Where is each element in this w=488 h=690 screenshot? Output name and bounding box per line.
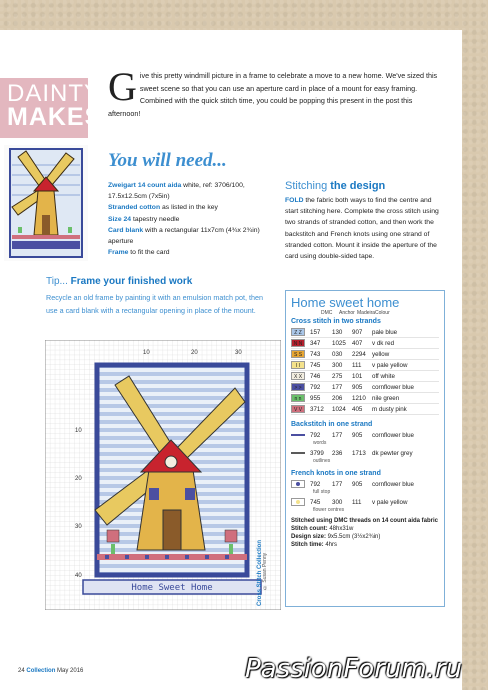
symbol-swatch: Z Z <box>291 328 305 336</box>
dmc-code: 792 <box>310 480 321 488</box>
french-knot-rows <box>286 479 444 513</box>
row-note: words <box>313 440 327 446</box>
anchor-code: 030 <box>332 350 343 358</box>
thread-key-panel <box>285 290 445 607</box>
key-row <box>291 382 439 393</box>
dmc-code: 347 <box>310 339 321 347</box>
materials-item: Frame to fit the card <box>108 249 170 257</box>
stitching-title: Stitching the design <box>285 180 386 192</box>
section-heading-line1: DAINTY <box>7 80 102 107</box>
colour-name: cornflower blue <box>372 480 414 488</box>
dmc-code: 746 <box>310 372 321 380</box>
dmc-code: 745 <box>310 361 321 369</box>
key-row <box>291 479 439 489</box>
anchor-code: 177 <box>332 383 343 391</box>
key-row <box>291 327 439 338</box>
colour-name: off white <box>372 372 395 380</box>
symbol-swatch: X X <box>291 372 305 380</box>
madeira-code: 2294 <box>352 350 366 358</box>
page-footer: 24 Collection May 2016 <box>18 668 84 674</box>
french-knot-section-title: French knots in one strand <box>291 470 381 477</box>
backstitch-swatch <box>291 434 305 436</box>
anchor-code: 177 <box>332 480 343 488</box>
key-row <box>291 371 439 382</box>
you-will-need-title: You will need... <box>108 150 227 171</box>
anchor-code: 236 <box>332 449 343 457</box>
finished-windmill-photo <box>4 145 88 261</box>
symbol-swatch: n n <box>291 394 305 402</box>
cross-stitch-chart <box>45 340 281 610</box>
chart-banner-text: Home Sweet Home <box>131 583 213 593</box>
dmc-code: 743 <box>310 350 321 358</box>
cross-stitch-section-title: Cross stitch in two strands <box>291 318 381 325</box>
madeira-code: 405 <box>352 405 363 413</box>
chart-top-tick: 20 <box>191 350 198 356</box>
symbol-swatch: S S <box>291 350 305 358</box>
colour-name: nile green <box>372 394 400 402</box>
colour-name: yellow <box>372 350 390 358</box>
symbol-swatch: N N <box>291 339 305 347</box>
colour-name: v pale yellow <box>372 498 408 506</box>
madeira-code: 1210 <box>352 394 366 402</box>
dmc-code: 3712 <box>310 405 324 413</box>
dmc-code: 745 <box>310 498 321 506</box>
anchor-code: 300 <box>332 361 343 369</box>
backstitch-swatch <box>291 452 305 454</box>
anchor-code: 1024 <box>332 405 346 413</box>
chart-left-tick: 20 <box>75 476 82 482</box>
colour-name: dk pewter grey <box>372 449 413 457</box>
row-note: full stop <box>313 489 331 495</box>
key-row <box>291 393 439 404</box>
key-row <box>291 430 439 440</box>
chart-left-tick: 40 <box>75 573 82 579</box>
materials-list <box>108 180 268 258</box>
madeira-code: 905 <box>352 480 363 488</box>
materials-item: Size 24 tapestry needle <box>108 215 180 223</box>
madeira-code: 905 <box>352 431 363 439</box>
key-row <box>291 448 439 458</box>
madeira-code: 101 <box>352 372 363 380</box>
madeira-code: 905 <box>352 383 363 391</box>
row-note: flower centres <box>313 507 345 513</box>
madeira-code: 111 <box>352 498 362 506</box>
colour-name: pale blue <box>372 328 398 336</box>
colour-name: v dk red <box>372 339 395 347</box>
row-note: outlines <box>313 458 331 464</box>
stitching-instructions: FOLD the fabric both ways to find the centre and start stitching here. Complete the cross stitch using two strands of stranded cotton, and then work the backstitch and French knots using one strand of stranded cotton. Mount it inside the aperture of the card using double-sided tape. <box>285 197 439 261</box>
materials-item: Zweigart 14 count aida white, ref: 3706/100, 17.5x12.5cm (7x5in) <box>108 182 245 201</box>
chart-logo: Cross Stitch Collection <box>257 539 263 606</box>
cross-stitch-rows <box>286 327 444 415</box>
stitch-notes: Stitched using DMC threads on 14 count aida fabric Stitch count: 48hx31w Design size: 9x5.5cm (3½x2¾in) Stitch time: 4hrs <box>291 518 439 548</box>
french-knot-swatch <box>291 480 305 488</box>
intro-text: ive this pretty windmill picture in a frame to celebrate a move to a new home. We've sized this sweet scene so that you can use an aperture card in place of a mount for easy framing. Combined with the quick stitch time, you could be popping this present in the post this afternoon! <box>108 71 438 118</box>
drop-cap: G <box>108 64 137 109</box>
tip-title: Tip... Frame your finished work <box>46 276 193 287</box>
key-row <box>291 349 439 360</box>
key-column-headers: DMC Anchor MadeiraColour <box>321 310 390 316</box>
backstitch-section-title: Backstitch in one strand <box>291 421 373 428</box>
dmc-code: 3799 <box>310 449 324 457</box>
symbol-swatch: > > <box>291 383 305 391</box>
chart-credit: © Susan Penny <box>262 552 268 590</box>
key-row <box>291 360 439 371</box>
section-heading-line2: MAKES <box>7 103 103 131</box>
anchor-code: 300 <box>332 498 343 506</box>
colour-name: cornflower blue <box>372 383 414 391</box>
anchor-code: 130 <box>332 328 343 336</box>
dmc-code: 157 <box>310 328 321 336</box>
chart-top-tick: 10 <box>143 350 150 356</box>
dmc-code: 955 <box>310 394 321 402</box>
symbol-swatch: V V <box>291 405 305 413</box>
colour-name: m dusty pink <box>372 405 407 413</box>
chart-top-tick: 30 <box>235 350 242 356</box>
symbol-swatch: I I <box>291 361 305 369</box>
watermark: PassionForum.ru <box>245 654 463 684</box>
dmc-code: 792 <box>310 383 321 391</box>
madeira-code: 111 <box>352 361 362 369</box>
materials-item: Stranded cotton as listed in the key <box>108 204 218 212</box>
madeira-code: 407 <box>352 339 363 347</box>
backstitch-rows <box>286 430 444 464</box>
materials-item: Card blank with a rectangular 11x7cm (4¾x 2¾in) aperture <box>108 226 260 246</box>
dmc-code: 792 <box>310 431 321 439</box>
anchor-code: 275 <box>332 372 343 380</box>
anchor-code: 1025 <box>332 339 346 347</box>
key-row <box>291 497 439 507</box>
key-title: Home sweet home <box>291 295 400 310</box>
anchor-code: 177 <box>332 431 343 439</box>
chart-left-tick: 10 <box>75 428 82 434</box>
french-knot-swatch <box>291 498 305 506</box>
anchor-code: 206 <box>332 394 343 402</box>
colour-name: cornflower blue <box>372 431 414 439</box>
key-row <box>291 404 439 415</box>
madeira-code: 1713 <box>352 449 366 457</box>
colour-name: v pale yellow <box>372 361 408 369</box>
section-heading <box>7 80 103 131</box>
intro-paragraph <box>108 64 438 120</box>
madeira-code: 907 <box>352 328 363 336</box>
chart-left-tick: 30 <box>75 524 82 530</box>
tip-text: Recycle an old frame by painting it with an emulsion match pot, then use a card blank with a rectangular opening in place of the mount. <box>46 293 263 315</box>
key-row <box>291 338 439 349</box>
